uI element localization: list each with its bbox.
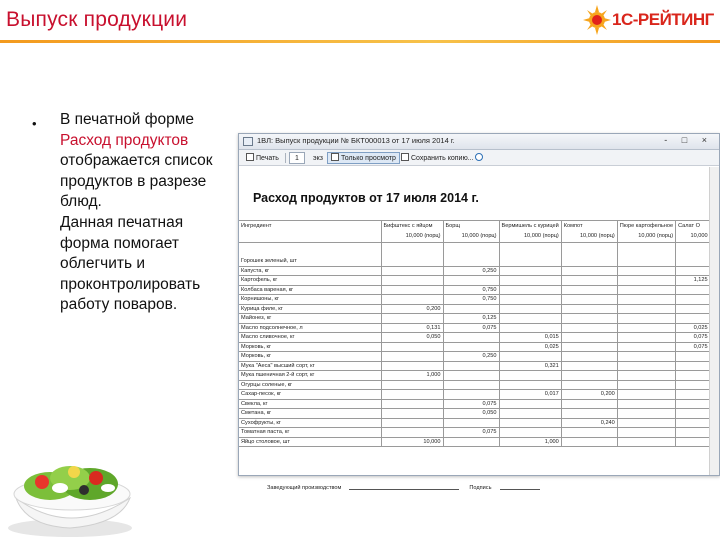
- table-cell: 0,050: [381, 333, 443, 343]
- table-cell: 0,750: [443, 295, 499, 305]
- table-cell: [617, 390, 675, 400]
- table-cell: [561, 371, 617, 381]
- print-label: Печать: [256, 155, 279, 162]
- table-cell: [499, 371, 561, 381]
- table-cell: 0,240: [561, 418, 617, 428]
- table-cell: [617, 361, 675, 371]
- table-cell: Колбаса вареная, кг: [239, 285, 381, 295]
- table-cell: 0,321: [499, 361, 561, 371]
- bullet-line: отображается список: [60, 152, 213, 170]
- bullet-line: блюд.: [60, 193, 102, 211]
- bullet-text: [60, 110, 240, 316]
- table-cell: Горошек зеленый, шт: [239, 257, 381, 267]
- table-cell: 0,125: [443, 314, 499, 324]
- table-cell: [381, 266, 443, 276]
- bullet-line: работу поваров.: [60, 296, 178, 314]
- column-quantity: 10,000 (порц): [499, 231, 561, 243]
- logo-text: 1С-РЕЙТИНГ: [612, 10, 714, 29]
- table-cell: [676, 380, 710, 390]
- table-cell: [561, 314, 617, 324]
- table-cell: [499, 409, 561, 419]
- table-cell: [381, 257, 443, 267]
- table-cell: [499, 276, 561, 286]
- table-cell: [381, 314, 443, 324]
- table-cell: [676, 371, 710, 381]
- table-cell: 10,000: [381, 437, 443, 447]
- table-cell: [443, 437, 499, 447]
- table-cell: Томатная паста, кг: [239, 428, 381, 438]
- table-cell: [676, 295, 710, 305]
- table-cell: [561, 342, 617, 352]
- table-cell: [499, 304, 561, 314]
- table-row: [239, 257, 710, 267]
- table-cell: [676, 304, 710, 314]
- table-cell: [561, 266, 617, 276]
- table-cell: [381, 342, 443, 352]
- table-cell: Майонез, кг: [239, 314, 381, 324]
- table-cell: 1,000: [381, 371, 443, 381]
- view-only-label: Только просмотр: [341, 155, 396, 162]
- table-cell: [617, 257, 675, 267]
- report-document: [239, 167, 719, 491]
- column-header: Салат О: [676, 221, 710, 231]
- table-cell: [676, 257, 710, 267]
- signature-role: Заведующий производством: [267, 485, 342, 491]
- table-cell: Морковь, кг: [239, 352, 381, 362]
- bullet-line: форма помогает: [60, 234, 180, 252]
- table-cell: [676, 285, 710, 295]
- toolbar-separator: [285, 153, 286, 163]
- help-button[interactable]: [471, 152, 489, 164]
- copies-label: экз: [313, 155, 323, 162]
- table-cell: 0,015: [499, 333, 561, 343]
- table-cell: [443, 276, 499, 286]
- table-cell: [499, 428, 561, 438]
- table-row: [239, 418, 710, 428]
- table-cell: [676, 399, 710, 409]
- table-cell: 0,050: [443, 409, 499, 419]
- table-cell: [443, 342, 499, 352]
- table-cell: Мука пшеничная 2-й сорт, кг: [239, 371, 381, 381]
- table-row: [239, 314, 710, 324]
- signature-underline: [500, 489, 540, 490]
- table-cell: 0,131: [381, 323, 443, 333]
- table-cell: Мука "Аеса" высший сорт, кг: [239, 361, 381, 371]
- table-cell: [499, 352, 561, 362]
- table-cell: [676, 352, 710, 362]
- table-cell: [561, 352, 617, 362]
- table-cell: [381, 276, 443, 286]
- column-header: Борщ: [443, 221, 499, 231]
- table-row: [239, 409, 710, 419]
- table-cell: [561, 409, 617, 419]
- table-cell: [676, 314, 710, 324]
- vertical-scrollbar[interactable]: [709, 167, 719, 475]
- table-cell: [499, 380, 561, 390]
- table-cell: Сметана, кг: [239, 409, 381, 419]
- table-cell: [676, 437, 710, 447]
- toolbar: [239, 150, 719, 166]
- signature-label: Подпись: [469, 485, 492, 491]
- table-cell: [561, 333, 617, 343]
- table-header-row: [239, 221, 710, 231]
- table-row: [239, 266, 710, 276]
- table-cell: [443, 257, 499, 267]
- window-titlebar[interactable]: [239, 134, 719, 150]
- column-quantity: 10,000 (порц): [617, 231, 675, 243]
- table-cell: [443, 361, 499, 371]
- table-cell: [443, 333, 499, 343]
- table-cell: [561, 380, 617, 390]
- column-header: Бифштекс с яйцом: [381, 221, 443, 231]
- table-cell: Корнишоны, кг: [239, 295, 381, 305]
- table-cell: [676, 390, 710, 400]
- table-cell: [617, 418, 675, 428]
- table-cell: [443, 371, 499, 381]
- printer-icon: [246, 153, 254, 161]
- table-cell: [617, 304, 675, 314]
- table-cell: [499, 418, 561, 428]
- table-cell: [499, 323, 561, 333]
- column-quantity: [239, 231, 381, 243]
- table-cell: 0,025: [676, 323, 710, 333]
- column-quantity: 10,000: [676, 231, 710, 243]
- table-row: [239, 371, 710, 381]
- table-cell: 0,075: [443, 428, 499, 438]
- table-cell: [381, 409, 443, 419]
- table-cell: 0,200: [561, 390, 617, 400]
- bullet-line: Данная печатная: [60, 213, 184, 231]
- table-cell: 0,075: [676, 342, 710, 352]
- table-cell: [561, 399, 617, 409]
- help-icon: [475, 153, 483, 161]
- table-cell: [381, 418, 443, 428]
- table-cell: Сахар-песок, кг: [239, 390, 381, 400]
- table-cell: [617, 352, 675, 362]
- window-controls[interactable]: - □ ×: [664, 135, 713, 145]
- table-cell: [561, 437, 617, 447]
- table-cell: [443, 380, 499, 390]
- table-cell: [676, 361, 710, 371]
- table-row: [239, 399, 710, 409]
- table-row: [239, 380, 710, 390]
- table-cell: Морковь, кг: [239, 342, 381, 352]
- table-cell: [617, 276, 675, 286]
- table-cell: Картофель, кг: [239, 276, 381, 286]
- table-cell: [381, 352, 443, 362]
- table-cell: 0,200: [381, 304, 443, 314]
- save-copy-button[interactable]: [397, 152, 478, 164]
- bullet-marker: •: [32, 116, 37, 131]
- table-quantity-row: [239, 231, 710, 243]
- table-cell: [617, 409, 675, 419]
- table-cell: 1,125: [676, 276, 710, 286]
- table-cell: [561, 295, 617, 305]
- table-row: [239, 285, 710, 295]
- table-cell: 0,025: [499, 342, 561, 352]
- table-cell: [499, 266, 561, 276]
- bullet-line: продуктов в разрезе: [60, 172, 207, 190]
- bullet-line: облегчить и: [60, 255, 145, 273]
- table-cell: [381, 390, 443, 400]
- table-cell: [561, 285, 617, 295]
- view-only-toggle[interactable]: [327, 152, 400, 164]
- table-cell: Капуста, кг: [239, 266, 381, 276]
- table-cell: [561, 304, 617, 314]
- table-cell: [617, 266, 675, 276]
- sun-icon: [582, 4, 612, 36]
- table-cell: [617, 428, 675, 438]
- table-cell: [499, 295, 561, 305]
- table-row: [239, 428, 710, 438]
- column-quantity: 10,000 (порц): [381, 231, 443, 243]
- column-header: Пюре картофельное: [617, 221, 675, 231]
- table-cell: [499, 285, 561, 295]
- table-cell: Огурцы соленые, кг: [239, 380, 381, 390]
- table-row: [239, 295, 710, 305]
- table-cell: [617, 399, 675, 409]
- salad-image: [0, 428, 150, 540]
- table-cell: 1,000: [499, 437, 561, 447]
- rating-logo: [582, 4, 718, 36]
- table-cell: 0,075: [443, 399, 499, 409]
- table-cell: Масло подсолнечное, л: [239, 323, 381, 333]
- table-cell: [617, 285, 675, 295]
- table-cell: [381, 285, 443, 295]
- table-cell: [443, 304, 499, 314]
- table-cell: 0,250: [443, 352, 499, 362]
- table-cell: [381, 295, 443, 305]
- table-cell: [617, 380, 675, 390]
- table-cell: [499, 257, 561, 267]
- table-cell: [561, 428, 617, 438]
- table-cell: [676, 428, 710, 438]
- table-row: [239, 323, 710, 333]
- table-cell: [676, 418, 710, 428]
- table-row: [239, 437, 710, 447]
- table-row: [239, 304, 710, 314]
- table-cell: [443, 418, 499, 428]
- table-cell: 0,750: [443, 285, 499, 295]
- table-cell: Курица филе, кг: [239, 304, 381, 314]
- column-quantity: 10,000 (порц): [443, 231, 499, 243]
- table-spacer-row: [239, 243, 710, 257]
- table-cell: [617, 437, 675, 447]
- save-icon: [401, 153, 409, 161]
- table-cell: [561, 276, 617, 286]
- lock-icon: [331, 153, 339, 161]
- print-button[interactable]: [242, 152, 283, 164]
- table-cell: Яйцо столовое, шт: [239, 437, 381, 447]
- table-cell: [561, 361, 617, 371]
- table-cell: Масло сливочное, кг: [239, 333, 381, 343]
- table-cell: [443, 390, 499, 400]
- report-table: [239, 220, 710, 447]
- table-cell: [561, 323, 617, 333]
- table-cell: 0,250: [443, 266, 499, 276]
- save-copy-label: Сохранить копию...: [411, 155, 474, 162]
- table-cell: Свекла, кг: [239, 399, 381, 409]
- signature-line: [267, 485, 540, 491]
- print-form-window: [238, 133, 720, 491]
- table-cell: Сухофрукты, кг: [239, 418, 381, 428]
- table-row: [239, 276, 710, 286]
- bullet-line: В печатной форме: [60, 111, 195, 128]
- table-cell: [617, 295, 675, 305]
- table-cell: [617, 314, 675, 324]
- table-cell: [381, 428, 443, 438]
- table-cell: 0,075: [443, 323, 499, 333]
- table-cell: [381, 380, 443, 390]
- table-cell: [499, 314, 561, 324]
- table-row: [239, 342, 710, 352]
- report-title: Расход продуктов от 17 июля 2014 г.: [253, 191, 479, 205]
- signature-underline: [349, 489, 459, 490]
- column-header: Вермишель с курицей: [499, 221, 561, 231]
- column-quantity: 10,000 (порц): [561, 231, 617, 243]
- table-cell: [499, 399, 561, 409]
- table-cell: [617, 333, 675, 343]
- column-header: Ингредиент: [239, 221, 381, 231]
- bullet-line-highlight: Расход продуктов: [60, 131, 189, 149]
- table-cell: [381, 361, 443, 371]
- table-row: [239, 361, 710, 371]
- table-cell: 0,075: [676, 333, 710, 343]
- table-cell: [381, 399, 443, 409]
- table-cell: [676, 266, 710, 276]
- slide-title: Выпуск продукции: [6, 8, 188, 31]
- column-header: Компот: [561, 221, 617, 231]
- table-row: [239, 352, 710, 362]
- table-cell: [617, 342, 675, 352]
- table-cell: [561, 257, 617, 267]
- document-icon: [243, 137, 253, 146]
- table-cell: [617, 323, 675, 333]
- table-row: [239, 390, 710, 400]
- window-title: 1ВЛ: Выпуск продукции № БКТ000013 от 17 июля 2014 г.: [257, 136, 455, 145]
- table-row: [239, 333, 710, 343]
- table-cell: [676, 409, 710, 419]
- table-cell: 0,017: [499, 390, 561, 400]
- bullet-line: проконтролировать: [60, 275, 201, 293]
- header-divider: [0, 40, 720, 43]
- table-cell: [617, 371, 675, 381]
- copies-input[interactable]: 1: [289, 152, 305, 164]
